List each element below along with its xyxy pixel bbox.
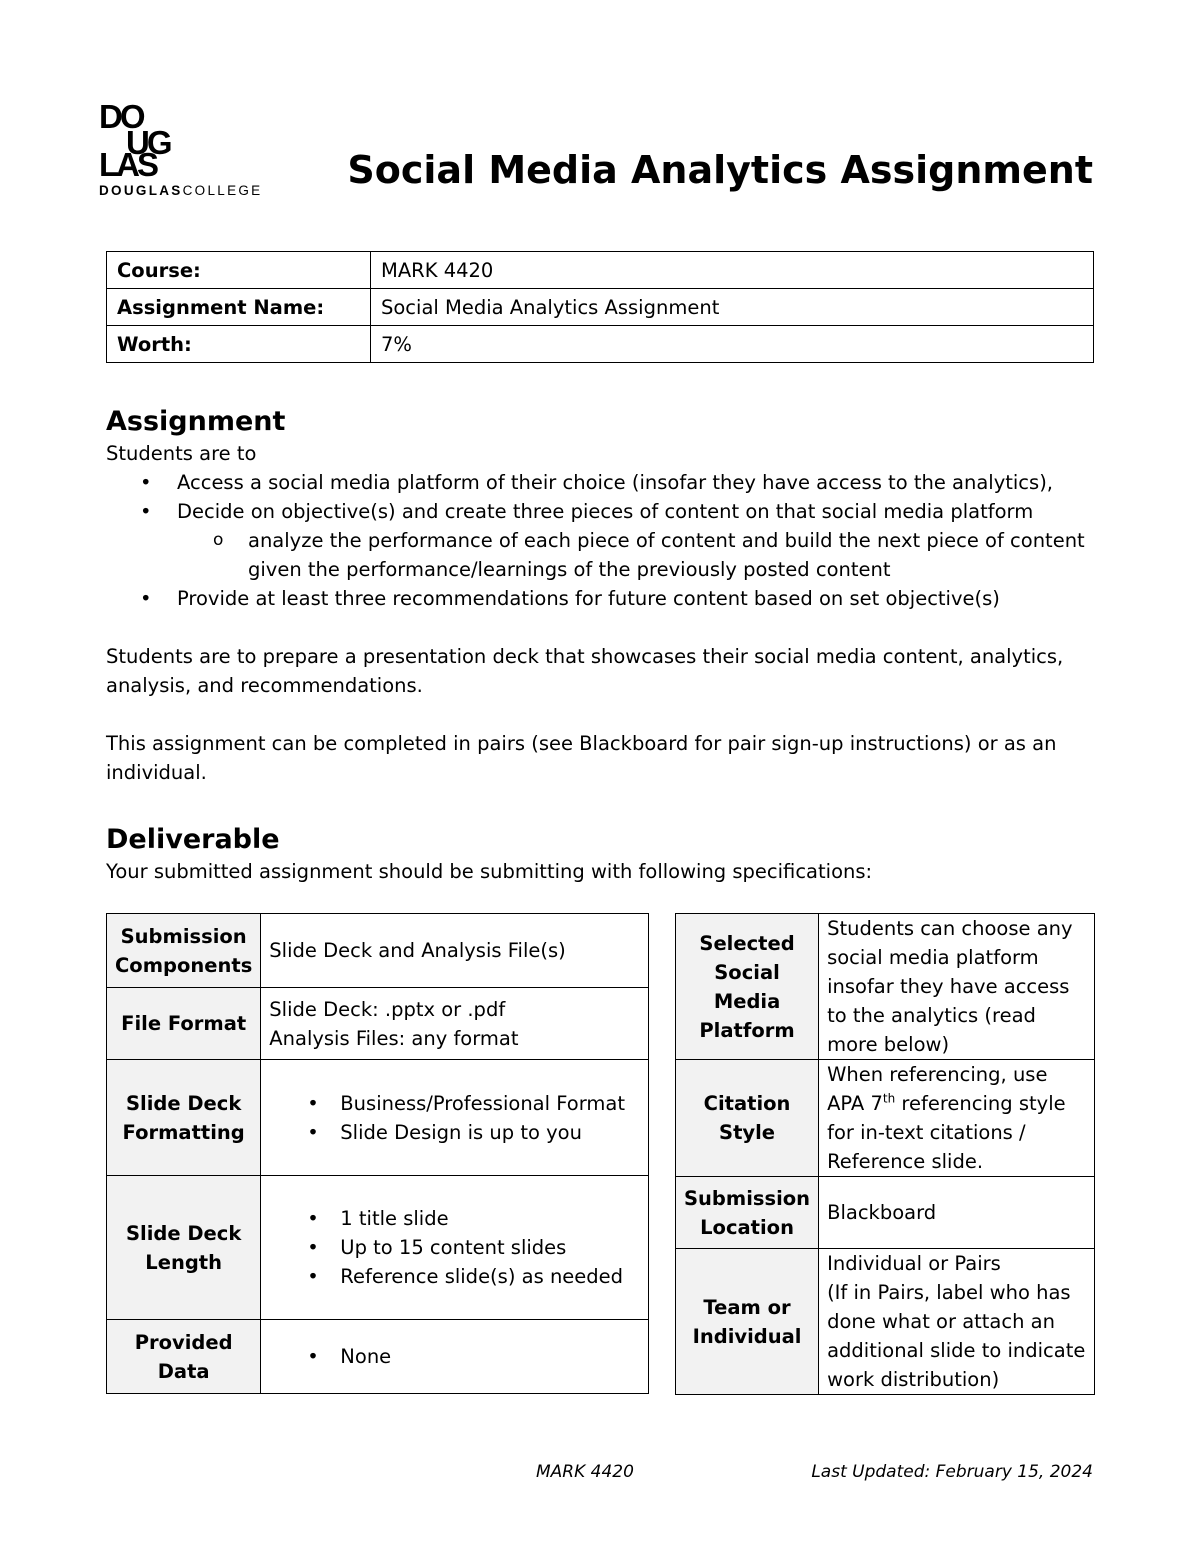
logo-mark-row-3: LAS <box>99 146 156 183</box>
file-format-line-1: Slide Deck: .pptx or .pdf <box>269 997 506 1021</box>
submission-components-value: Slide Deck and Analysis File(s) <box>261 914 649 988</box>
slide-deck-formatting-label: Slide Deck Formatting <box>107 1060 261 1176</box>
table-row <box>676 914 1095 1060</box>
team-line-2: (If in Pairs, label who has done what or attach an additional slide to indicate work distribution) <box>827 1281 1086 1391</box>
table-row <box>107 252 1094 289</box>
file-format-value <box>261 988 649 1060</box>
submission-location-value: Blackboard <box>819 1177 1095 1249</box>
table-row <box>676 1060 1095 1177</box>
file-format-line-2: Analysis Files: any format <box>269 1026 519 1050</box>
douglas-college-logo <box>99 98 289 200</box>
deliverable-intro: Your submitted assignment should be submitting with following specifications: <box>106 860 873 883</box>
table-row <box>107 988 649 1060</box>
list-item: • Access a social media platform of their choice (insofar they have access to the analytics), <box>106 468 1096 497</box>
worth-value: 7% <box>371 326 1094 363</box>
table-row <box>676 1249 1095 1395</box>
document-title: Social Media Analytics Assignment <box>347 148 1093 192</box>
deliverable-heading: Deliverable <box>106 824 280 855</box>
list-item: • Reference slide(s) as needed <box>307 1265 624 1288</box>
list-item: o analyze the performance of each piece of content and build the next piece of content given the performance/learnings of the previously posted content <box>177 526 1096 584</box>
list-item: • None <box>307 1345 392 1368</box>
assignment-name-value: Social Media Analytics Assignment <box>371 289 1094 326</box>
slide-deck-length-label: Slide Deck Length <box>107 1176 261 1320</box>
platform-label: Selected Social Media Platform <box>676 914 819 1060</box>
team-label: Team or Individual <box>676 1249 819 1395</box>
submission-spec-table-right <box>675 913 1095 1395</box>
table-row <box>676 1177 1095 1249</box>
slide-deck-length-value <box>261 1176 649 1320</box>
provided-data-label: Provided Data <box>107 1320 261 1394</box>
logo-wordmark-bold: DOUGLAS <box>99 183 183 198</box>
table-row <box>107 326 1094 363</box>
table-row <box>107 1176 649 1320</box>
assignment-bullet-list <box>106 468 1096 613</box>
list-item: • Provide at least three recommendations for future content based on set objective(s) <box>106 584 1096 613</box>
svg-text:DOUGLASCOLLEGE <box>99 183 263 198</box>
sub-bullet-marker: o <box>213 530 224 550</box>
presentation-paragraph: Students are to prepare a presentation deck that showcases their social media content, analytics, analysis, and recommendations. <box>106 645 1064 697</box>
assignment-name-label: Assignment Name: <box>107 289 371 326</box>
logo-mark-row-2: UG <box>126 124 170 161</box>
citation-style-label: Citation Style <box>676 1060 819 1177</box>
bullet-marker: • <box>140 587 152 610</box>
submission-spec-table-left <box>106 913 649 1394</box>
slide-deck-formatting-value <box>261 1060 649 1176</box>
file-format-label: File Format <box>107 988 261 1060</box>
submission-components-label: Submission Components <box>107 914 261 988</box>
course-label: Course: <box>107 252 371 289</box>
worth-label: Worth: <box>107 326 371 363</box>
assignment-heading: Assignment <box>106 406 286 437</box>
pairs-paragraph: This assignment can be completed in pairs (see Blackboard for pair sign-up instructions) or as an individual. <box>106 732 1057 784</box>
team-value <box>819 1249 1095 1395</box>
table-row <box>107 1320 649 1394</box>
submission-location-label: Submission Location <box>676 1177 819 1249</box>
list-item: • Slide Design is up to you <box>307 1120 582 1144</box>
table-row <box>107 914 649 988</box>
platform-value: Students can choose any social media platform insofar they have access to the analytics (read more below) <box>819 914 1095 1060</box>
provided-data-value <box>261 1320 649 1394</box>
footer-last-updated: Last Updated: February 15, 2024 <box>811 1462 1093 1482</box>
list-item: • Decide on objective(s) and create three pieces of content on that social media platform o analyze the performance of each piece of content and build the next piece of content given the performance/learnings of the previously posted content <box>106 497 1096 584</box>
list-item: • Up to 15 content slides <box>307 1236 567 1259</box>
course-value: MARK 4420 <box>371 252 1094 289</box>
table-row <box>107 289 1094 326</box>
assignment-content <box>106 405 1096 886</box>
list-item: • Business/Professional Format <box>307 1091 625 1115</box>
logo-wordmark-light: COLLEGE <box>182 183 263 198</box>
assignment-intro: Students are to <box>106 442 257 465</box>
sub-bullet-list <box>177 526 1096 584</box>
team-line-1: Individual or Pairs <box>827 1252 1001 1275</box>
citation-style-value: When referencing, use APA 7th referencing style for in-text citations / Reference slide. <box>819 1060 1095 1177</box>
list-item: • 1 title slide <box>307 1207 449 1230</box>
course-info-table <box>106 251 1094 363</box>
logo-mark-row-1: DO <box>99 98 143 135</box>
bullet-marker: • <box>140 500 152 523</box>
table-row <box>107 1060 649 1176</box>
footer-course: MARK 4420 <box>536 1462 634 1482</box>
bullet-marker: • <box>140 471 152 494</box>
